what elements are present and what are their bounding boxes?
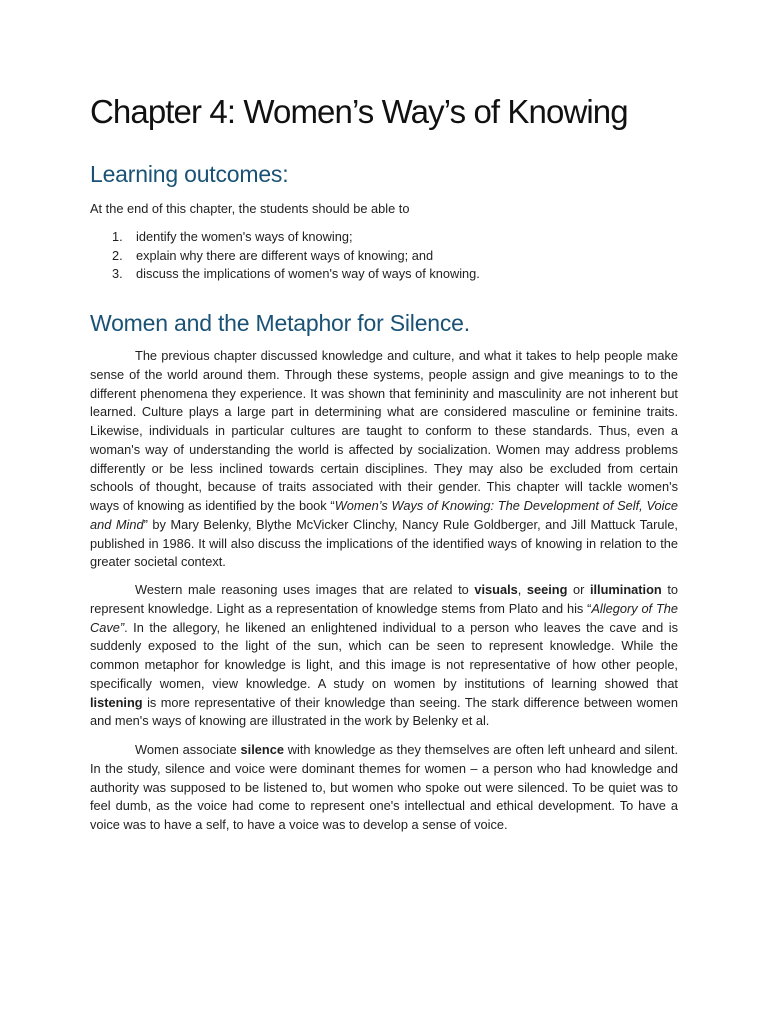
paragraph-text: . In the allegory, he likened an enlightened individual to a person who leaves the cave and is suddenly exposed to the light of the sun, which can be seen to represent knowledge. While the common metaphor for knowledge is light, and this image is not representative of how other people, specifically women, view knowledge. A study on women by institutions of learning showed that [90,619,678,691]
list-item-text: explain why there are different ways of knowing; and [136,247,434,263]
paragraph-text: is more representative of their knowledge than seeing. The stark difference between women and men's ways of knowing are illustrated in the work by Belenky et al. [90,694,678,729]
section-heading: Women and the Metaphor for Silence. [90,310,470,336]
paragraph-text: to represent knowledge. Light as a representation of knowledge stems from Plato and his “ [90,582,678,616]
list-item-number: 1. [112,229,123,244]
paragraph-text: The previous chapter discussed knowledge and culture, and what it takes to help people make sense of the world around them. Through these systems, people assign and give meanings to to the different phenomena they experience. It was shown that femininity and masculinity are not inherent but learned. Culture plays a large part in determining what are considered masculine or feminine traits. Likewise, individuals in particular cultures are taught to conform to these standards. Thus, even a woman's way of understanding the world is affected by socialization. Women may address problems differently or be less inclined towards certain disciplines. They may also be excluded from certain schools of thought, because of traits associated with their gender. This chapter will tackle women's ways of knowing as identified by the book “ [90,348,678,513]
emphasis-listening: listening [90,694,143,710]
list-item [90,228,480,247]
learning-outcomes-intro: At the end of this chapter, the students should be able to [90,201,410,216]
learning-outcomes-list [90,228,480,284]
emphasis-visuals: visuals [474,582,518,597]
paragraph-2 [90,581,678,731]
paragraph-text: Women associate [135,742,241,757]
list-item-number: 3. [112,266,123,282]
emphasis-seeing: seeing [526,582,568,597]
paragraph-text: Western male reasoning uses images that are related to [135,582,475,597]
emphasis-illumination: illumination [589,582,662,597]
paragraph-text: ” by Mary Belenky, Blythe McVicker Clinchy, Nancy Rule Goldberger, and Jill Mattuck Tarule, published in 1986. It will also discuss the implications of the identified ways of knowing in relation to the greater societal context. [90,516,678,570]
learning-outcomes-heading: Learning outcomes: [90,161,289,187]
emphasis-silence: silence [240,742,284,757]
list-item-number: 2. [112,247,123,263]
list-item-text: discuss the implications of women's way of ways of knowing. [136,266,480,282]
chapter-title: Chapter 4: Women’s Way’s of Knowing [90,93,628,130]
paragraph-3 [90,741,678,835]
list-item [90,265,480,284]
book-title: Women’s Ways of Knowing: The Development of Self, Voice and Mind [90,498,679,532]
allegory-title: Allegory of The Cave” [90,600,678,635]
paragraph-text: or [567,582,590,597]
list-item [90,247,480,266]
paragraph-text: with knowledge as they themselves are often left unheard and silent. In the study, silence and voice were dominant themes for women – a person who had knowledge and authority was supposed to be listened to, but women who spoke out were silenced. To be quiet was to feel dumb, as the voice had come to represent one's intellectual and ethical development. To have a voice was to have a self, to have a voice was to develop a sense of voice. [90,742,679,832]
list-item-text: identify the women's ways of knowing; [136,229,353,244]
paragraph-text: , [517,582,527,597]
paragraph-1 [90,347,678,572]
